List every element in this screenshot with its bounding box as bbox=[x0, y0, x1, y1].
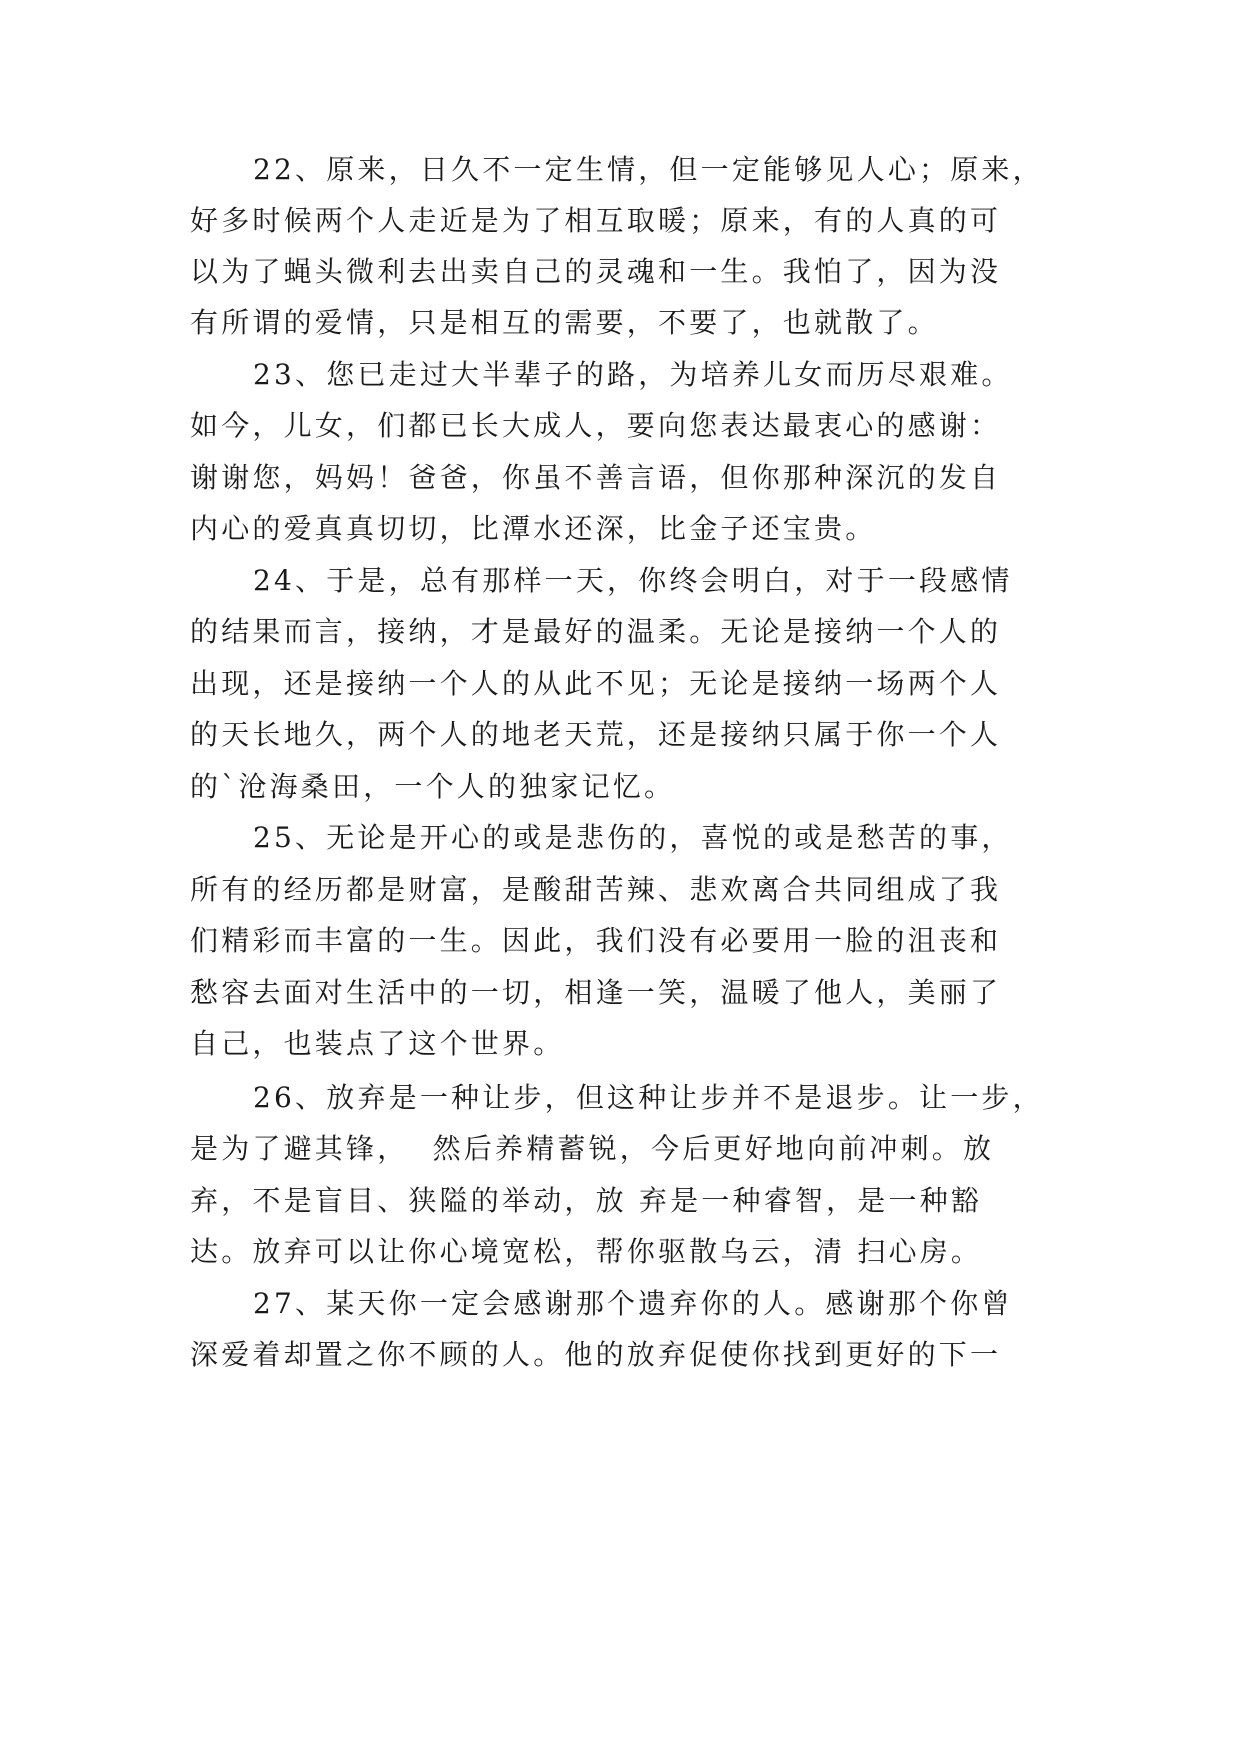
text-line: 23、您已走过大半辈子的路，为培养儿女而历尽艰难。 bbox=[253, 358, 1013, 391]
text-line: 弃，不是盲目、狭隘的举动，放 弃是一种睿智，是一种豁 bbox=[190, 1184, 983, 1217]
text-line: 达。放弃可以让你心境宽松，帮你驱散乌云，清 扫心房。 bbox=[190, 1235, 983, 1268]
text-line: 27、某天你一定会感谢那个遗弃你的人。感谢那个你曾 bbox=[253, 1287, 1013, 1320]
text-line: 有所谓的爱情，只是相互的需要，不要了，也就散了。 bbox=[190, 306, 939, 339]
text-line: 22、原来，日久不一定生情，但一定能够见人心；原来， bbox=[253, 153, 1044, 186]
text-line: 自己，也装点了这个世界。 bbox=[190, 1027, 565, 1060]
text-line: 25、无论是开心的或是悲伤的，喜悦的或是愁苦的事， bbox=[253, 821, 1013, 854]
text-line: 好多时候两个人走近是为了相互取暖；原来，有的人真的可 bbox=[190, 204, 1002, 237]
text-line: 的天长地久，两个人的地老天荒，还是接纳只属于你一个人 bbox=[190, 718, 1002, 751]
text-line: 26、放弃是一种让步，但这种让步并不是退步。让一步， bbox=[253, 1081, 1044, 1114]
text-line: 所有的经历都是财富，是酸甜苦辣、悲欢离合共同组成了我 bbox=[190, 873, 1002, 906]
text-line: 内心的爱真真切切，比潭水还深，比金子还宝贵。 bbox=[190, 512, 877, 545]
text-line: 的`沧海桑田，一个人的独家记忆。 bbox=[190, 770, 676, 803]
text-line: 如今，儿女，们都已长大成人，要向您表达最衷心的感谢： bbox=[190, 409, 1002, 442]
text-line: 的结果而言，接纳，才是最好的温柔。无论是接纳一个人的 bbox=[190, 615, 1002, 648]
text-line: 谢谢您，妈妈！爸爸，你虽不善言语，但你那种深沉的发自 bbox=[190, 461, 1002, 494]
text-line: 深爱着却置之你不顾的人。他的放弃促使你找到更好的下一 bbox=[190, 1338, 1002, 1371]
text-line: 24、于是，总有那样一天，你终会明白，对于一段感情 bbox=[253, 564, 1013, 597]
text-line: 们精彩而丰富的一生。因此，我们没有必要用一脸的沮丧和 bbox=[190, 924, 1002, 957]
text-line: 是为了避其锋， 然后养精蓄锐，今后更好地向前冲刺。放 bbox=[190, 1132, 995, 1165]
text-line: 出现，还是接纳一个人的从此不见；无论是接纳一场两个人 bbox=[190, 667, 1002, 700]
text-line: 以为了蝇头微利去出卖自己的灵魂和一生。我怕了，因为没 bbox=[190, 255, 1002, 288]
text-line: 愁容去面对生活中的一切，相逢一笑，温暖了他人，美丽了 bbox=[190, 976, 1002, 1009]
